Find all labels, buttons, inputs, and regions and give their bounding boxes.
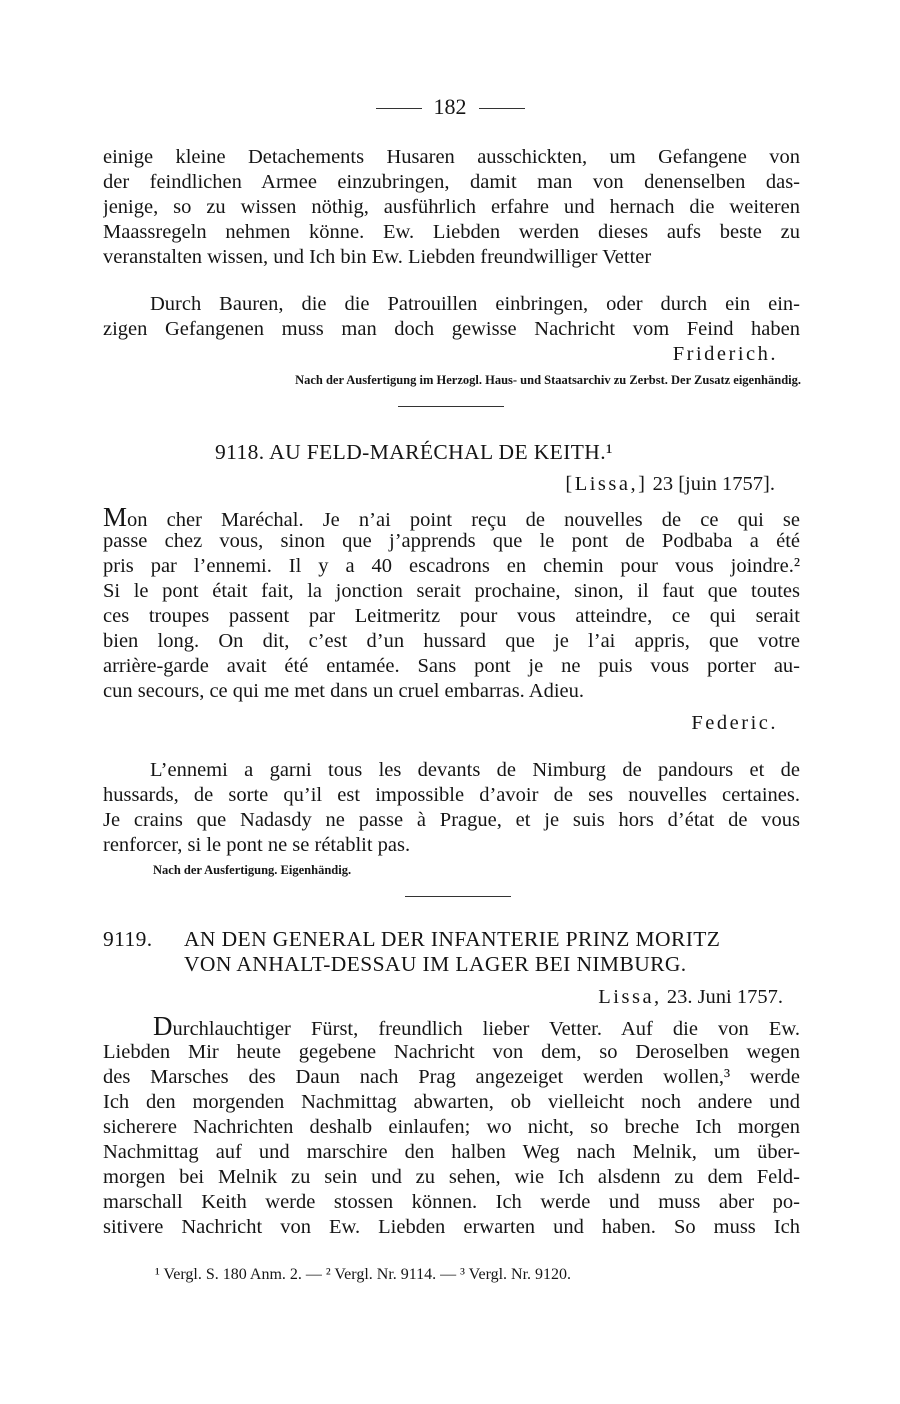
letter-heading: 9118. AU FELD-MARÉCHAL DE KEITH.¹ bbox=[215, 440, 613, 464]
place-date bbox=[103, 472, 775, 497]
letter-heading-line-2: VON ANHALT-DESSAU IM LAGER BEI NIMBURG. bbox=[184, 952, 687, 976]
signature: Friderich. bbox=[672, 343, 778, 365]
text-line: Ich den morgenden Nachmittag abwarten, ob vielleicht noch andere und bbox=[103, 1091, 800, 1113]
place-date bbox=[103, 985, 783, 1010]
postscript-line: L’ennemi a garni tous les devants de Nimburg de pandours et de bbox=[150, 759, 800, 781]
text-line: passe chez vous, sinon que j’apprends que le pont de Podbaba a été bbox=[103, 530, 800, 552]
text-line: einige kleine Detachements Husaren ausschickten, um Gefangene von bbox=[103, 146, 800, 168]
place: Lissa, bbox=[598, 986, 662, 1008]
initial-letter: D bbox=[153, 1011, 173, 1041]
text-line: bien long. On dit, c’est d’un hussard que je l’ai appris, que votre bbox=[103, 630, 800, 652]
letter-heading-line-1: AN DEN GENERAL DER INFANTERIE PRINZ MORITZ bbox=[184, 927, 721, 951]
postscript-line: Durch Bauren, die die Patrouillen einbringen, oder durch ein ein- bbox=[150, 293, 800, 315]
text-line: Si le pont était fait, la jonction serait prochaine, sinon, il faut que toutes bbox=[103, 580, 800, 602]
page-number-line bbox=[0, 94, 900, 120]
text-line: der feindlichen Armee einzubringen, damit man von denenselben das- bbox=[103, 171, 800, 193]
source-note: Nach der Ausfertigung. Eigenhändig. bbox=[153, 863, 352, 877]
text-line: ces troupes passent par Leitmeritz pour vous atteindre, ce qui serait bbox=[103, 605, 800, 627]
folio-dash-right bbox=[479, 108, 525, 109]
source-note: Nach der Ausfertigung im Herzogl. Haus- und Staatsarchiv zu Zerbst. Der Zusatz eigenhändig. bbox=[295, 373, 801, 387]
text-line: Nachmittag auf und marschire den halben Weg nach Melnik, um über- bbox=[103, 1141, 800, 1163]
signature: Federic. bbox=[691, 712, 778, 734]
text-line: des Marsches des Daun nach Prag angezeiget werden wollen,³ werde bbox=[103, 1066, 800, 1088]
first-line-rest: on cher Maréchal. Je n’ai point reçu de nouvelles de ce qui se bbox=[127, 509, 800, 531]
first-line-rest: urchlauchtiger Fürst, freundlich lieber Vetter. Auf die von Ew. bbox=[172, 1018, 800, 1040]
text-line: marschall Keith werde stossen können. Ich werde und muss aber po- bbox=[103, 1191, 800, 1213]
section-rule bbox=[405, 896, 511, 897]
date: 23 [juin 1757]. bbox=[652, 473, 775, 495]
footnotes: ¹ Vergl. S. 180 Anm. 2. — ² Vergl. Nr. 9114. — ³ Vergl. Nr. 9120. bbox=[155, 1266, 572, 1283]
folio-dash-left bbox=[376, 108, 422, 109]
section-rule bbox=[398, 406, 504, 407]
place: [Lissa,] bbox=[565, 473, 648, 495]
text-line: Liebden Mir heute gegebene Nachricht von dem, so Deroselben wegen bbox=[103, 1041, 800, 1063]
text-line: pris par l’ennemi. Il y a 40 escadrons en chemin pour vous joindre.² bbox=[103, 555, 800, 577]
text-line: morgen bei Melnik zu sein und zu sehen, wie Ich alsdenn zu dem Feld- bbox=[103, 1166, 800, 1188]
text-line bbox=[103, 1011, 800, 1041]
text-line: Maassregeln nehmen könne. Ew. Liebden werden dieses aufs beste zu bbox=[103, 221, 800, 243]
text-line: cun secours, ce qui me met dans un cruel embarras. Adieu. bbox=[103, 680, 585, 702]
postscript-line: zigen Gefangenen muss man doch gewisse Nachricht vom Feind haben bbox=[103, 318, 800, 340]
postscript-line: Je crains que Nadasdy ne passe à Prague, et je suis hors d’état de vous bbox=[103, 809, 800, 831]
page-number: 182 bbox=[433, 94, 467, 119]
text-line: sicherere Nachrichten deshalb einlaufen; wo nicht, so breche Ich morgen bbox=[103, 1116, 800, 1138]
text-line: veranstalten wissen, und Ich bin Ew. Liebden freundwilliger Vetter bbox=[103, 246, 652, 268]
text-line: sitivere Nachricht von Ew. Liebden erwarten und haben. So muss Ich bbox=[103, 1216, 800, 1238]
initial-letter: M bbox=[103, 502, 128, 532]
postscript-line: hussards, de sorte qu’il est impossible d’avoir de ses nouvelles certaines. bbox=[103, 784, 800, 806]
text-line: arrière-garde avait été entamée. Sans pont je ne puis vous porter au- bbox=[103, 655, 800, 677]
text-line: jenige, so zu wissen nöthig, ausführlich erfahre und hernach die weiteren bbox=[103, 196, 800, 218]
date: 23. Juni 1757. bbox=[666, 986, 783, 1008]
text-line bbox=[103, 502, 800, 532]
letter-number: 9119. bbox=[103, 927, 153, 951]
postscript-line: renforcer, si le pont ne se rétablit pas. bbox=[103, 834, 411, 856]
